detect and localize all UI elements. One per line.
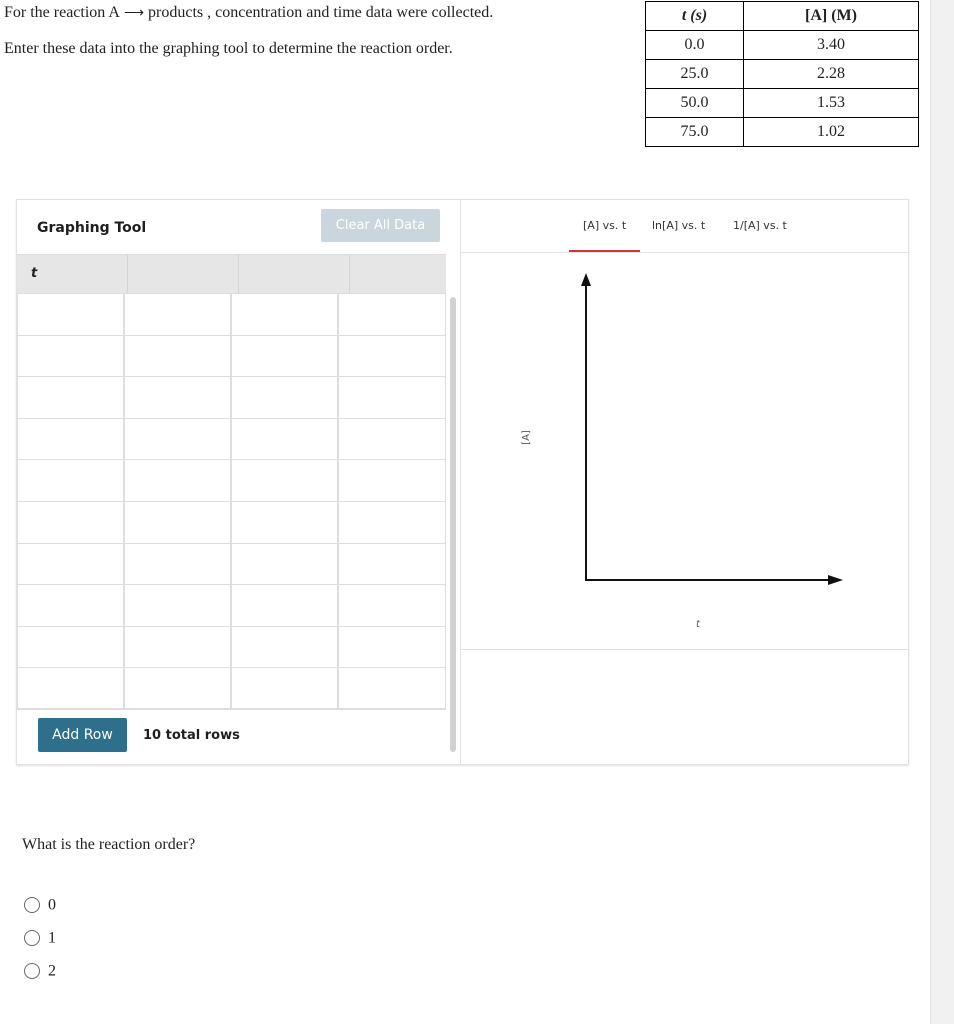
graphing-tool bbox=[16, 199, 909, 765]
plot-axes bbox=[461, 253, 908, 649]
radio-icon[interactable] bbox=[24, 897, 40, 913]
tab-inverse-a-vs-t[interactable]: 1/[A] vs. t bbox=[733, 219, 787, 232]
instruction-text: Enter these data into the graphing tool to determine the reaction order. bbox=[4, 40, 453, 57]
y-axis-arrow-icon bbox=[581, 273, 591, 286]
clear-all-data-button[interactable]: Clear All Data bbox=[321, 209, 440, 242]
grid-cell[interactable] bbox=[338, 293, 446, 336]
grid-cell[interactable] bbox=[338, 459, 446, 502]
grid-cell[interactable] bbox=[124, 667, 231, 710]
statement-part-1: For the reaction A bbox=[4, 4, 120, 21]
grid-bottom-divider bbox=[17, 708, 446, 709]
question-prompt: What is the reaction order? bbox=[22, 836, 196, 853]
option-label: 2 bbox=[48, 962, 56, 980]
grid-cell[interactable] bbox=[17, 626, 124, 669]
concentration-cell: 3.40 bbox=[744, 31, 919, 60]
column-header[interactable] bbox=[349, 255, 446, 293]
grid-cell[interactable] bbox=[231, 293, 338, 336]
grid-cell[interactable] bbox=[17, 459, 124, 502]
tab-ln-a-vs-t[interactable]: ln[A] vs. t bbox=[652, 219, 706, 232]
table-header-time: t (s) bbox=[646, 2, 744, 31]
grid-cell[interactable] bbox=[124, 543, 231, 586]
grid-cell[interactable] bbox=[338, 667, 446, 710]
grid-cell[interactable] bbox=[124, 584, 231, 627]
x-axis-label: t bbox=[696, 619, 700, 630]
table-row bbox=[646, 31, 919, 60]
table-header-concentration: [A] (M) bbox=[744, 2, 919, 31]
plot-tabs bbox=[461, 200, 908, 253]
x-axis-arrow-icon bbox=[828, 575, 843, 585]
graphing-tool-title: Graphing Tool bbox=[37, 220, 147, 236]
grid-cell[interactable] bbox=[338, 376, 446, 419]
table-row bbox=[646, 118, 919, 147]
column-header-t-label: t bbox=[31, 266, 38, 281]
grid-cell[interactable] bbox=[17, 667, 124, 710]
grid-cell[interactable] bbox=[231, 418, 338, 461]
grid-cell[interactable] bbox=[124, 501, 231, 544]
grid-cell[interactable] bbox=[17, 293, 124, 336]
column-header-t[interactable] bbox=[17, 255, 128, 293]
grid-cell[interactable] bbox=[338, 626, 446, 669]
grid-cell[interactable] bbox=[231, 459, 338, 502]
grid-cell[interactable] bbox=[338, 418, 446, 461]
grid-cell[interactable] bbox=[17, 376, 124, 419]
grid-cell[interactable] bbox=[124, 335, 231, 378]
table-row bbox=[646, 89, 919, 118]
grid-cell[interactable] bbox=[124, 293, 231, 336]
grid-header bbox=[17, 254, 446, 294]
plot-area bbox=[461, 253, 908, 649]
grid-cell[interactable] bbox=[17, 335, 124, 378]
option-2[interactable] bbox=[24, 962, 56, 980]
column-header[interactable] bbox=[127, 255, 239, 293]
option-label: 0 bbox=[48, 896, 56, 914]
grid-cell[interactable] bbox=[124, 626, 231, 669]
column-header[interactable] bbox=[238, 255, 350, 293]
time-cell: 25.0 bbox=[646, 60, 744, 89]
grid-cell[interactable] bbox=[124, 459, 231, 502]
grid-cell[interactable] bbox=[338, 501, 446, 544]
concentration-time-table bbox=[645, 1, 919, 147]
grid-cell[interactable] bbox=[17, 584, 124, 627]
grid-cell[interactable] bbox=[338, 584, 446, 627]
grid-cell[interactable] bbox=[231, 667, 338, 710]
radio-icon[interactable] bbox=[24, 963, 40, 979]
grid-cell[interactable] bbox=[231, 376, 338, 419]
concentration-cell: 1.02 bbox=[744, 118, 919, 147]
time-cell: 75.0 bbox=[646, 118, 744, 147]
grid-cell[interactable] bbox=[231, 501, 338, 544]
option-1[interactable] bbox=[24, 929, 56, 947]
grid-cell[interactable] bbox=[231, 626, 338, 669]
grid-cell[interactable] bbox=[231, 543, 338, 586]
grid-cell[interactable] bbox=[338, 543, 446, 586]
time-cell: 0.0 bbox=[646, 31, 744, 60]
grid-cell[interactable] bbox=[338, 335, 446, 378]
option-0[interactable] bbox=[24, 896, 56, 914]
data-entry-grid bbox=[17, 293, 446, 709]
y-axis-label: [A] bbox=[520, 430, 532, 445]
grid-cell[interactable] bbox=[124, 376, 231, 419]
concentration-cell: 2.28 bbox=[744, 60, 919, 89]
option-label: 1 bbox=[48, 929, 56, 947]
grid-cell[interactable] bbox=[231, 584, 338, 627]
grid-cell[interactable] bbox=[17, 501, 124, 544]
grid-cell[interactable] bbox=[231, 335, 338, 378]
statement-part-2: products , concentration and time data were collected. bbox=[148, 4, 494, 21]
time-cell: 50.0 bbox=[646, 89, 744, 118]
concentration-cell: 1.53 bbox=[744, 89, 919, 118]
grid-cell[interactable] bbox=[17, 418, 124, 461]
add-row-button[interactable]: Add Row bbox=[38, 718, 127, 752]
table-row bbox=[646, 60, 919, 89]
plot-bottom-divider bbox=[461, 649, 908, 650]
grid-cell[interactable] bbox=[124, 418, 231, 461]
reaction-arrow-icon: ⟶ bbox=[123, 6, 145, 21]
tab-a-vs-t[interactable]: [A] vs. t bbox=[583, 219, 627, 232]
grid-scrollbar[interactable] bbox=[450, 297, 456, 752]
grid-cell[interactable] bbox=[17, 543, 124, 586]
radio-icon[interactable] bbox=[24, 930, 40, 946]
reaction-statement bbox=[4, 4, 493, 22]
total-rows-count: 10 total rows bbox=[143, 728, 240, 743]
page-scroll-gutter bbox=[930, 0, 954, 1024]
